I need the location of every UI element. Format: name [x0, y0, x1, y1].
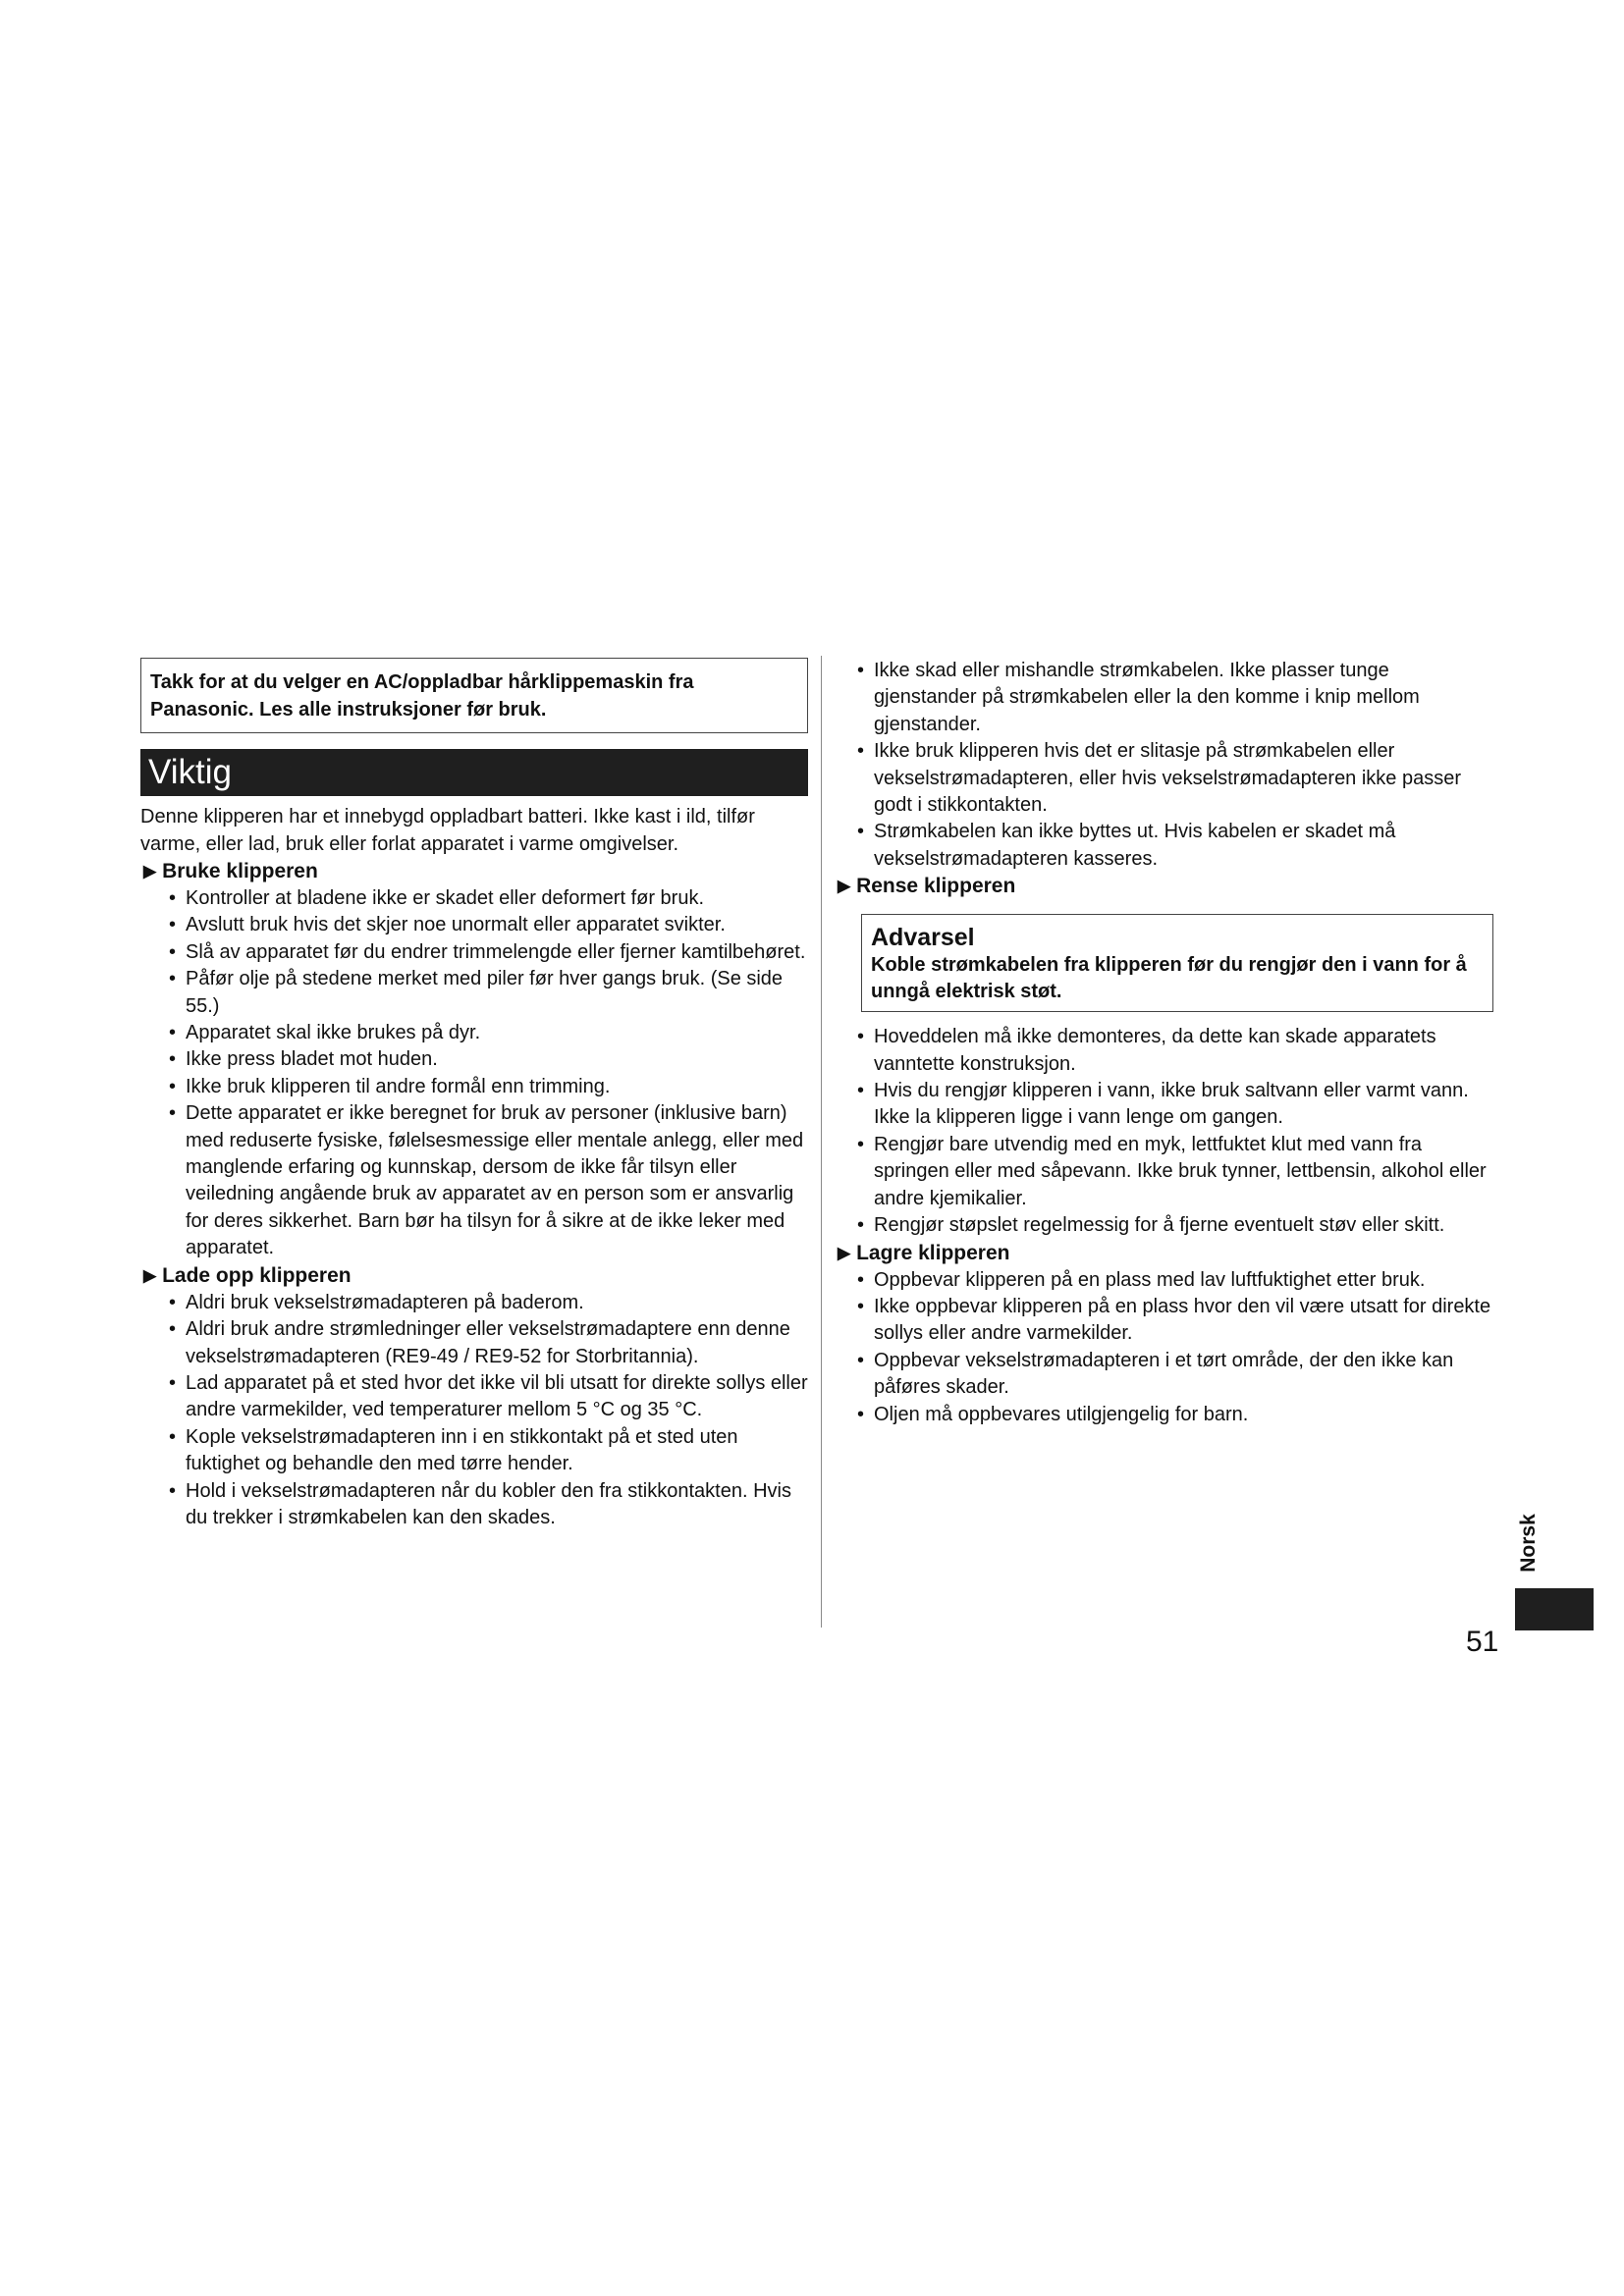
list-item: • Kontroller at bladene ikke er skadet eller deformert før bruk. [167, 885, 808, 912]
list-item: • Strømkabelen kan ikke byttes ut. Hvis kabelen er skadet må vekselstrømadapteren kasseres. [855, 819, 1492, 873]
section-heading-store [838, 1240, 1492, 1267]
triangle-right-icon: ▶ [143, 1265, 157, 1285]
left-column [140, 658, 808, 1531]
list-item: • Rengjør bare utvendig med en myk, lettfuktet klut med vann fra springen eller med såpevann. Ikke bruk tynner, lettbensin, alkohol eller andre kjemikalier. [855, 1132, 1492, 1212]
charge-list [140, 1290, 808, 1532]
list-item: • Ikke oppbevar klipperen på en plass hvor den vil være utsatt for direkte sollys eller andre varmekilder. [855, 1294, 1492, 1348]
list-item: • Slå av apparatet før du endrer trimmelengde eller fjerner kamtilbehøret. [167, 939, 808, 966]
list-item: • Oppbevar vekselstrømadapteren i et tørt område, der den ikke kan påføres skader. [855, 1348, 1492, 1402]
section-heading-charge-label: Lade opp klipperen [162, 1263, 352, 1287]
list-item: • Lad apparatet på et sted hvor det ikke vil bli utsatt for direkte sollys eller andre varmekilder, ved temperaturer mellom 5 °C og 35 °C. [167, 1370, 808, 1424]
list-item: • Hvis du rengjør klipperen i vann, ikke bruk saltvann eller varmt vann. Ikke la klipperen ligge i vann lenge om gangen. [855, 1078, 1492, 1132]
triangle-right-icon: ▶ [838, 877, 851, 896]
warning-title: Advarsel [871, 924, 975, 952]
triangle-right-icon: ▶ [143, 862, 157, 881]
page-number: 51 [1466, 1626, 1499, 1658]
right-column [838, 658, 1492, 1428]
triangle-right-icon: ▶ [838, 1243, 851, 1262]
store-list [838, 1267, 1492, 1428]
use-list [140, 885, 808, 1262]
list-item: • Rengjør støpslet regelmessig for å fjerne eventuelt støv eller skitt. [855, 1212, 1492, 1239]
list-item: • Aldri bruk vekselstrømadapteren på baderom. [167, 1290, 808, 1316]
section-heading-use [143, 858, 808, 885]
section-heading-clean-label: Rense klipperen [856, 875, 1016, 898]
list-item: • Dette apparatet er ikke beregnet for bruk av personer (inklusive barn) med reduserte fysiske, følelsesmessige eller mentale anlegg, eller med manglende erfaring og kunnskap, dersom de ikke får tilsyn eller veiledning angående bruk av apparatet av en person som er ansvarlig for deres sikkerhet. Barn bør ha tilsyn for å sikre at de ikke leker med apparatet. [167, 1100, 808, 1261]
warning-text: Koble strømkabelen fra klipperen før du rengjør den i vann for å unngå elektrisk støt. [871, 954, 1467, 1003]
list-item: • Ikke bruk klipperen hvis det er slitasje på strømkabelen eller vekselstrømadapteren, eller hvis vekselstrømadapteren ikke passer godt i stikkontakten. [855, 738, 1492, 819]
list-item: • Apparatet skal ikke brukes på dyr. [167, 1020, 808, 1046]
section-heading-clean [838, 873, 1492, 900]
language-tab-marker [1515, 1588, 1594, 1630]
list-item: • Oppbevar klipperen på en plass med lav luftfuktighet etter bruk. [855, 1267, 1492, 1294]
section-heading-use-label: Bruke klipperen [162, 860, 318, 882]
list-item: • Kople vekselstrømadapteren inn i en stikkontakt på et sted uten fuktighet og behandle den med tørre hender. [167, 1424, 808, 1478]
list-item: • Ikke press bladet mot huden. [167, 1046, 808, 1073]
intro-paragraph: Denne klipperen har et innebygd oppladbart batteri. Ikke kast i ild, tilfør varme, eller lad, bruk eller forlat apparatet i varme omgivelser. [140, 806, 755, 855]
list-item: • Avslutt bruk hvis det skjer noe unormalt eller apparatet svikter. [167, 912, 808, 938]
warning-box [861, 914, 1493, 1012]
list-item: • Påfør olje på stedene merket med piler før hver gangs bruk. (Se side 55.) [167, 966, 808, 1020]
section-banner: Viktig [140, 749, 808, 796]
section-heading-store-label: Lagre klipperen [856, 1241, 1010, 1264]
language-label [1512, 1504, 1545, 1582]
clean-list [838, 1024, 1492, 1239]
list-item: • Hold i vekselstrømadapteren når du kobler den fra stikkontakten. Hvis du trekker i strømkabelen kan den skades. [167, 1478, 808, 1532]
section-heading-charge [143, 1262, 808, 1290]
language-label-text: Norsk [1517, 1514, 1540, 1573]
cord-list [838, 658, 1492, 873]
list-item: • Ikke skad eller mishandle strømkabelen. Ikke plasser tunge gjenstander på strømkabelen eller la den komme i knip mellom gjenstander. [855, 658, 1492, 738]
list-item: • Aldri bruk andre strømledninger eller vekselstrømadaptere enn denne vekselstrømadapteren (RE9-49 / RE9-52 for Storbritannia). [167, 1316, 808, 1370]
column-divider [821, 656, 822, 1628]
list-item: • Ikke bruk klipperen til andre formål enn trimming. [167, 1074, 808, 1100]
list-item: • Hoveddelen må ikke demonteres, da dette kan skade apparatets vanntette konstruksjon. [855, 1024, 1492, 1078]
list-item: • Oljen må oppbevares utilgjengelig for barn. [855, 1402, 1492, 1428]
intro-box: Takk for at du velger en AC/oppladbar hårklippemaskin fra Panasonic. Les alle instruksjoner før bruk. [140, 658, 808, 733]
